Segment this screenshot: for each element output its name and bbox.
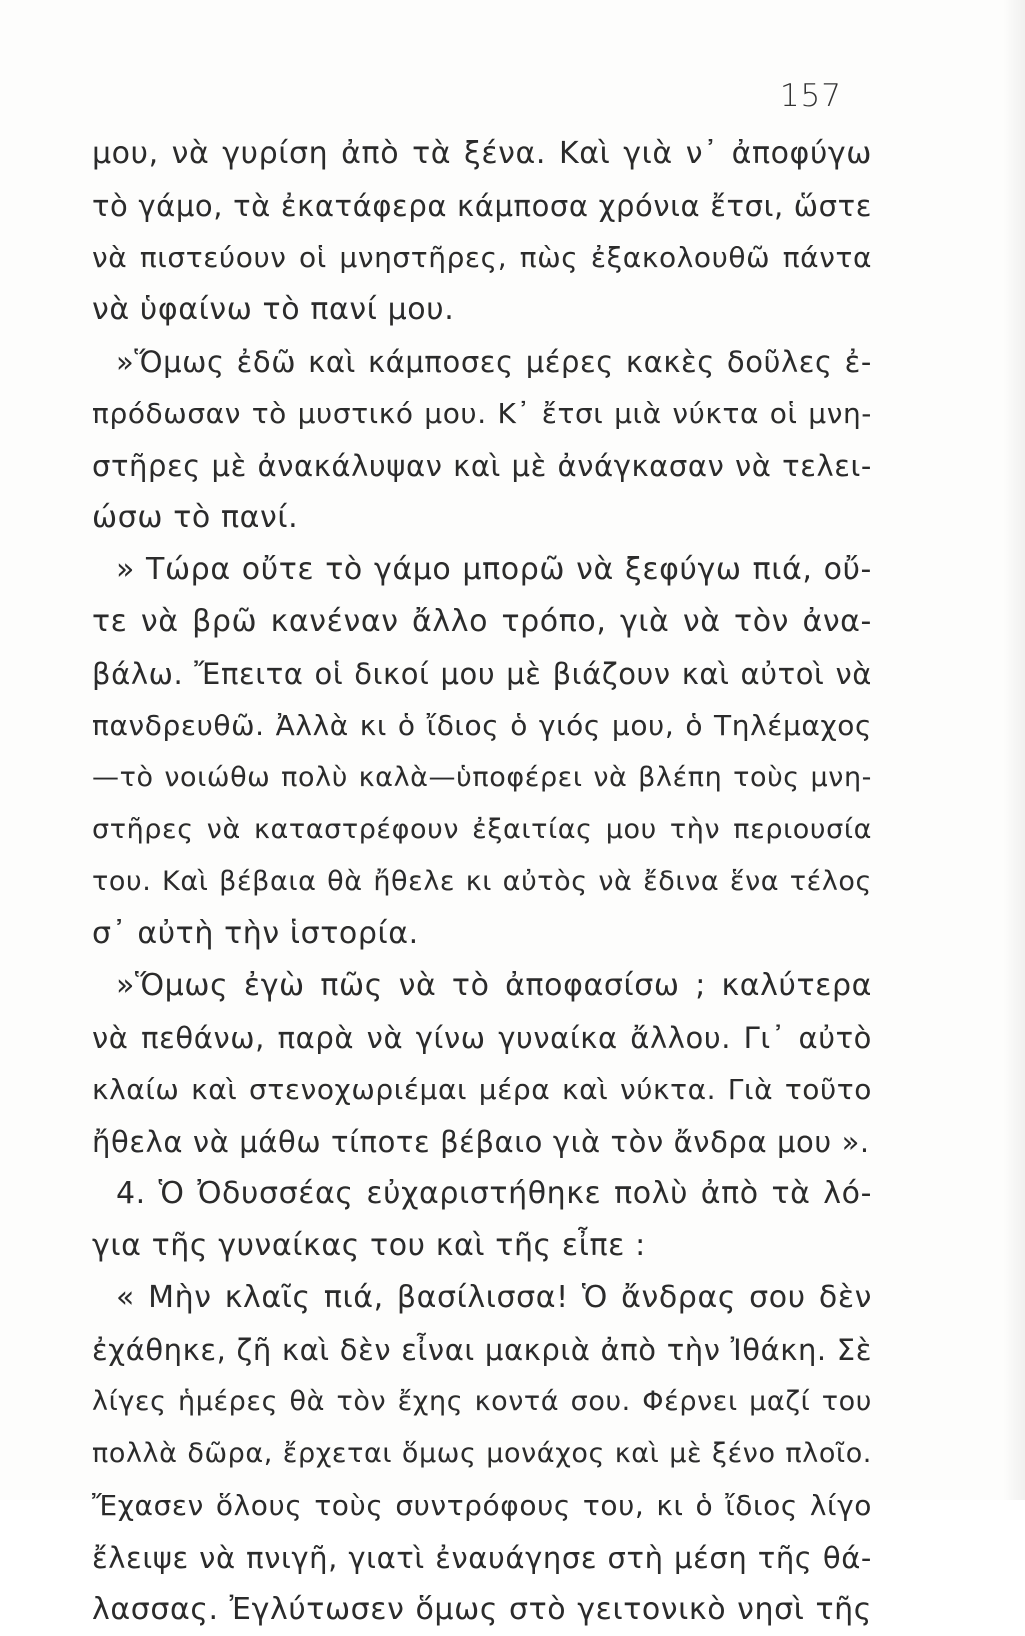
page-number: 157 — [779, 78, 842, 114]
text-line: νὰ πιστεύουν οἱ μνηστῆρες, πὼς ἐξακολουθῶ πάντα — [92, 241, 872, 274]
text-line: για τῆς γυναίκας του καὶ τῆς εἶπε : — [92, 1228, 646, 1263]
text-line: κλαίω καὶ στενοχωριέμαι μέρα καὶ νύκτα. Γιὰ τοῦτο — [92, 1073, 872, 1106]
text-line: 4. Ὁ Ὀδυσσέας εὐχαριστήθηκε πολὺ ἀπὸ τὰ λό- — [116, 1176, 872, 1211]
text-line: ἐχάθηκε, ζῆ καὶ δὲν εἶναι μακριὰ ἀπὸ τὴν Ἰθάκη. Σὲ — [92, 1333, 872, 1367]
text-line: λίγες ἡμέρες θὰ τὸν ἔχης κοντά σου. Φέρνει μαζί του — [92, 1386, 872, 1417]
text-line: ἤθελα νὰ μάθω τίποτε βέβαιο γιὰ τὸν ἄνδρα μου ». — [92, 1125, 870, 1159]
text-line: ἔλειψε νὰ πνιγῆ, γιατὶ ἐναυάγησε στὴ μέση τῆς θά- — [92, 1541, 872, 1575]
text-line: βάλω. Ἔπειτα οἱ δικοί μου μὲ βιάζουν καὶ αὐτοὶ νὰ — [92, 657, 872, 691]
text-line: » Τώρα οὔτε τὸ γάμο μπορῶ νὰ ξεφύγω πιά, οὔ- — [116, 552, 872, 587]
text-line: ώσω τὸ πανί. — [92, 500, 299, 535]
text-line: νὰ πεθάνω, παρὰ νὰ γίνω γυναίκα ἄλλου. Γι᾽ αὐτὸ — [92, 1021, 872, 1055]
text-line: « Μὴν κλαῖς πιά, βασίλισσα! Ὁ ἄνδρας σου δὲν — [116, 1280, 872, 1315]
text-line: πρόδωσαν τὸ μυστικό μου. Κ᾽ ἔτσι μιὰ νύκτα οἱ μνη- — [92, 397, 872, 430]
text-line: τε νὰ βρῶ κανέναν ἄλλο τρόπο, γιὰ νὰ τὸν ἀνα- — [92, 604, 872, 639]
text-line: του. Καὶ βέβαια θὰ ἤθελε κι αὐτὸς νὰ ἔδινα ἕνα τέλος — [92, 866, 872, 897]
text-line: Ἔχασεν ὅλους τοὺς συντρόφους του, κι ὁ ἴδιος λίγο — [92, 1489, 872, 1522]
body-text — [92, 128, 872, 1636]
text-line: λασσας. Ἐγλύτωσεν ὅμως στὸ γειτονικὸ νησὶ τῆς — [92, 1592, 872, 1627]
text-line: στῆρες μὲ ἀνακάλυψαν καὶ μὲ ἀνάγκασαν νὰ τελει- — [92, 449, 872, 483]
text-line: στῆρες νὰ καταστρέφουν ἐξαιτίας μου τὴν περιουσία — [92, 814, 872, 845]
text-line: »Ὅμως ἐγὼ πῶς νὰ τὸ ἀποφασίσω ; καλύτερα — [116, 968, 872, 1003]
text-line: πολλὰ δῶρα, ἔρχεται ὅμως μονάχος καὶ μὲ ξένο πλοῖο. — [92, 1438, 872, 1469]
text-line: »Ὅμως ἐδῶ καὶ κάμποσες μέρες κακὲς δοῦλες ἐ- — [116, 345, 872, 379]
text-line: νὰ ὑφαίνω τὸ πανί μου. — [92, 292, 455, 327]
text-line: πανδρευθῶ. Ἀλλὰ κι ὁ ἴδιος ὁ γιός μου, ὁ Τηλέμαχος — [92, 709, 872, 742]
text-line: μου, νὰ γυρίση ἀπὸ τὰ ξένα. Καὶ γιὰ ν᾽ ἀποφύγω — [92, 136, 872, 171]
text-line: —τὸ νοιώθω πολὺ καλὰ—ὑποφέρει νὰ βλέπη τοὺς μνη- — [92, 762, 872, 793]
page-edge-shadow — [1003, 0, 1025, 1500]
text-line: σ᾽ αὐτὴ τὴν ἱστορία. — [92, 916, 419, 951]
text-line: τὸ γάμο, τὰ ἐκατάφερα κάμποσα χρόνια ἔτσι, ὥστε — [92, 189, 872, 223]
